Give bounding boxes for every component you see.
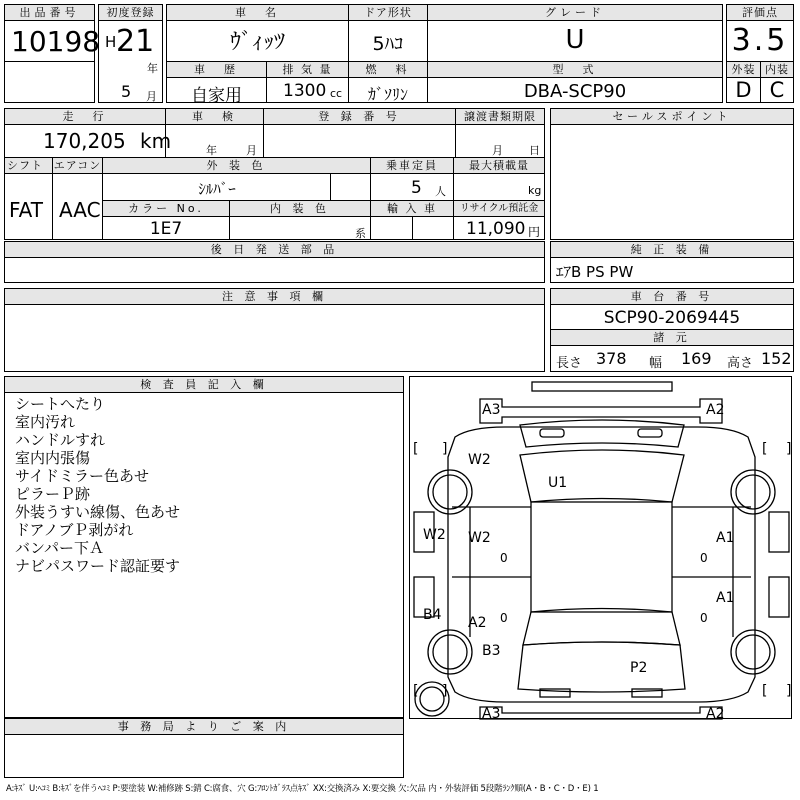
model-code-cell <box>427 61 723 103</box>
inspector-note: 室内汚れ <box>15 413 76 431</box>
exterior-color: ｼﾙﾊﾞｰ <box>198 180 236 198</box>
wheel-rear-right <box>731 630 775 674</box>
rocker-right-box <box>769 577 789 617</box>
score-cell <box>726 4 794 62</box>
recycle-fee-unit: 円 <box>528 225 541 239</box>
body-outline <box>448 427 755 702</box>
history-label: 車 歴 <box>167 62 266 78</box>
chassis-number: SCP90-2069445 <box>603 308 741 328</box>
mileage-label: 走 行 <box>5 109 165 125</box>
later-parts-cell <box>4 241 545 283</box>
first-registration-cell <box>98 4 163 103</box>
max-load-label: 最大積載量 <box>454 158 544 174</box>
mark-front-door-left: W2 <box>468 530 491 546</box>
grade-label: グレード <box>428 5 722 21</box>
exterior-color-label: 外 装 色 <box>103 158 370 174</box>
mileage: 170,205 <box>43 129 126 153</box>
front-bumper-part <box>532 382 672 391</box>
month-unit: 月 <box>146 90 157 103</box>
spare-tire-inner <box>420 687 444 711</box>
interior-grade: C <box>769 78 785 102</box>
aircon-label: エアコン <box>53 159 102 172</box>
aircon-cell <box>52 157 103 240</box>
shift-cell <box>4 157 53 240</box>
bracket: [ <box>413 683 419 699</box>
lot-blank-cell <box>4 61 95 103</box>
mark-rear-door-right: A1 <box>716 590 735 606</box>
lot-number-label: 出品番号 <box>5 5 94 21</box>
interior-grade-label: 内装 <box>761 62 793 78</box>
bracket: ] <box>786 683 792 699</box>
inspector-note: ハンドルすれ <box>15 431 106 449</box>
color-number: 1E7 <box>149 219 183 239</box>
mark-pillar-left: W2 <box>423 527 446 543</box>
mark-rocker-left: B4 <box>423 607 442 623</box>
length: 378 <box>596 349 627 368</box>
grade-cell <box>427 4 723 62</box>
capacity-label: 乗車定員 <box>371 158 453 174</box>
capacity-cell <box>370 157 454 201</box>
score-label: 評価点 <box>727 5 793 21</box>
inspection-year-unit: 年 <box>206 144 217 157</box>
recycle-fee-cell <box>453 200 545 240</box>
bracket: [ <box>762 441 768 457</box>
inspector-note: 室内内張傷 <box>15 449 91 467</box>
wheel-rear-left-inner <box>433 635 467 669</box>
door-type-cell <box>348 4 428 62</box>
width: 169 <box>681 349 712 368</box>
aircon: AAC <box>59 198 101 222</box>
bracket: ] <box>442 683 448 699</box>
width-label: 幅 <box>649 356 663 371</box>
height: 152 <box>761 349 792 368</box>
tailgate-panel <box>518 642 685 692</box>
rear-bumper <box>480 706 725 720</box>
roof <box>531 502 672 612</box>
wheel-front-right-inner <box>736 475 770 509</box>
displacement: 1300 <box>283 81 327 101</box>
bracket: ] <box>442 441 448 457</box>
door-zero: 0 <box>500 611 508 625</box>
notes-cell <box>4 288 545 372</box>
displacement-label: 排 気 量 <box>267 62 348 78</box>
inspector-notes-cell <box>4 376 404 718</box>
mark-tailgate: P2 <box>630 660 648 676</box>
chassis-label: 車 台 番 号 <box>551 289 793 305</box>
door-type: 5ﾊｺ <box>372 33 404 55</box>
mark-rear-fender-left: B3 <box>482 643 501 659</box>
windshield <box>520 450 684 502</box>
score: 3.5 <box>731 23 789 58</box>
inspector-note: 外装うすい線傷、色あせ <box>15 503 181 521</box>
sales-points-cell <box>550 108 794 240</box>
bracket: [ <box>413 441 419 457</box>
lot-number-cell <box>4 4 101 62</box>
first-registration-label: 初度登録 <box>99 5 162 21</box>
lot-number: 10198 <box>11 25 101 58</box>
import-divider <box>412 217 413 240</box>
inspection-cell <box>165 108 264 158</box>
first-registration-year: 21 <box>116 24 155 59</box>
height-label: 高さ <box>727 356 754 371</box>
recycle-fee: 11,090 <box>466 219 526 239</box>
fuel: ｶﾞｿﾘﾝ <box>367 85 408 104</box>
front-lamp-right <box>638 429 662 437</box>
wheel-front-left <box>428 470 472 514</box>
max-load-unit: kg <box>528 184 542 197</box>
exterior-grade: D <box>735 78 752 102</box>
mark-front-right: A2 <box>706 402 725 418</box>
exterior-grade-cell <box>726 61 761 103</box>
wheel-front-right <box>731 470 775 514</box>
recycle-fee-label: リサイクル預託金 <box>454 201 544 217</box>
length-label: 長さ <box>556 356 583 371</box>
equipment-cell <box>550 241 794 283</box>
door-type-label: ドア形状 <box>349 5 427 21</box>
rear-window <box>523 609 680 646</box>
inspector-note: ドアノブＰ剥がれ <box>15 521 134 539</box>
import-cell <box>370 200 454 240</box>
bracket: [ <box>762 683 768 699</box>
displacement-cell <box>266 61 349 103</box>
history: 自家用 <box>191 86 242 106</box>
hood <box>520 420 684 447</box>
interior-color-cell <box>229 200 371 240</box>
car-name-cell <box>166 4 349 62</box>
shift-label: シフト <box>5 158 52 174</box>
inspector-note: ナビパスワード認証要す <box>15 557 181 575</box>
mark-roof: U1 <box>548 475 568 491</box>
color-number-label: カラー No. <box>103 201 229 217</box>
exterior-grade-label: 外装 <box>727 62 760 78</box>
mark-rear-left: A3 <box>482 706 501 720</box>
transfer-docs-label: 譲渡書類期限 <box>456 109 544 125</box>
later-parts-label: 後 日 発 送 部 品 <box>5 242 544 258</box>
history-cell <box>166 61 267 106</box>
grade: U <box>565 25 585 55</box>
wheel-rear-left <box>428 630 472 674</box>
model-code-label: 型 式 <box>428 62 722 78</box>
color-number-cell <box>102 200 230 240</box>
capacity: 5 <box>411 178 422 198</box>
year-unit: 年 <box>147 62 158 75</box>
car-name: ｳﾞｨｯﾂ <box>229 30 285 55</box>
mileage-cell <box>4 108 172 158</box>
interior-grade-cell <box>760 61 794 103</box>
transfer-month-unit: 月 <box>492 144 503 157</box>
equipment-label: 純 正 装 備 <box>551 242 793 258</box>
equipment: ｴｱB PS PW <box>556 263 634 281</box>
mark-front-door-right: A1 <box>716 530 735 546</box>
door-zero: 0 <box>700 611 708 625</box>
dimensions-cell <box>550 329 794 372</box>
first-registration-month: 5 <box>121 82 132 101</box>
mark-rear-right: A2 <box>706 706 725 720</box>
inspection-month-unit: 月 <box>246 144 257 157</box>
wheel-rear-right-inner <box>736 635 770 669</box>
shift: FAT <box>9 198 44 222</box>
inspector-note: ピラーＰ跡 <box>15 485 91 503</box>
transfer-docs-cell <box>455 108 545 158</box>
capacity-unit: 人 <box>435 185 446 198</box>
inspector-note: バンパー下Ａ <box>15 539 104 557</box>
transfer-day-unit: 日 <box>529 144 540 157</box>
interior-color-label: 内 装 色 <box>230 201 370 217</box>
car-outline-svg <box>410 377 793 720</box>
mark-fender-left: W2 <box>468 452 491 468</box>
import-label: 輸 入 車 <box>371 201 453 217</box>
door-zero: 0 <box>700 551 708 565</box>
dimensions-label: 諸 元 <box>551 330 793 346</box>
inspector-note: シートへたり <box>15 395 106 413</box>
front-lamp-left <box>540 429 564 437</box>
inspector-note: サイドミラー色あせ <box>15 467 149 485</box>
legend: A:ｷｽﾞ U:ﾍｺﾐ B:ｷｽﾞを伴うﾍｺﾐ P:要塗装 W:補修跡 S:錆 C:腐食、穴 G:ﾌﾛﾝﾄｶﾞﾗｽ点ｷｽﾞ XX:交換済み X:要交換 欠:欠品 内・外装評価 5段階ﾗﾝｸ順(A・B・C・D・E) 1 <box>6 784 599 794</box>
inspection-label: 車 検 <box>166 109 263 125</box>
registration-number-label: 登 録 番 号 <box>264 109 455 125</box>
sales-points-label: セールスポイント <box>551 109 793 125</box>
exterior-color-cell <box>102 157 371 201</box>
first-registration-era: H <box>105 33 117 51</box>
mark-front-left: A3 <box>482 402 501 418</box>
chassis-cell <box>550 288 794 330</box>
interior-color-unit: 系 <box>355 227 366 240</box>
mark-rear-door-left: A2 <box>468 615 487 631</box>
registration-number-cell <box>263 108 456 158</box>
max-load-cell <box>453 157 545 201</box>
car-name-label: 車 名 <box>167 5 348 21</box>
fuel-cell <box>348 61 428 103</box>
displacement-unit: cc <box>330 87 343 100</box>
bracket: ] <box>786 441 792 457</box>
model-code: DBA-SCP90 <box>523 81 627 102</box>
mirror-right <box>769 512 789 552</box>
mileage-unit: km <box>140 129 172 153</box>
inspector-notes-label: 検 査 員 記 入 欄 <box>5 377 403 393</box>
office-notice-label: 事 務 局 よ り ご 案 内 <box>5 719 403 735</box>
office-notice-cell <box>4 718 404 778</box>
exterior-color-divider <box>330 174 331 201</box>
wheel-front-left-inner <box>433 475 467 509</box>
notes-label: 注 意 事 項 欄 <box>5 289 544 305</box>
car-damage-diagram <box>409 376 792 719</box>
door-zero: 0 <box>500 551 508 565</box>
fuel-label: 燃 料 <box>349 62 427 78</box>
